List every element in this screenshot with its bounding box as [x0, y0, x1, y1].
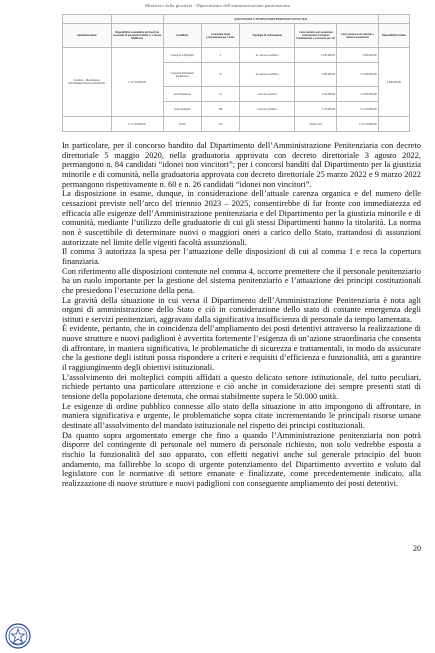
paragraph: Le esigenze di ordine pubblico connesse allo stato della situazione in atto impongono di affrontare, in maniera significativa e urgente, le problematiche sopra citate incrementando le principali risorse umane destinate all’assolvimento del mandato istituzionale nel rispetto dei principi costituzionali.: [62, 401, 421, 431]
budget-table: [62, 14, 410, 132]
totale-cell: 253: [201, 117, 239, 132]
totale-costo-cell: € 10.718.000,00: [337, 117, 379, 132]
column-header: Tipologia di reclutamento: [239, 24, 295, 48]
paragraph: È evidente, pertanto, che in coincidenza dell’ampliamento dei posti detentivi attraverso la realizzazione di nuove strutture e nuovi padiglioni è avvertita fortemente l’esigenza di un’azione straordinaria che consenta di affrontare, in maniera significativa, le problematiche di sicurezza e trattamentali, in modo da assicurare che la gestione degli istituti possa rispondere a criteri e requisiti d’efficienza e funzionalità, atti a garantire il raggiungimento degli obiettivi istituzionali.: [62, 324, 421, 373]
totale-costo-label-cell: Totale costo: [295, 117, 337, 132]
tipologia-cell: concorso pubblico: [239, 102, 295, 117]
page-number: 20: [413, 544, 421, 553]
table-row: [63, 48, 410, 63]
budget-total-cell: € 11.118.000,00: [111, 117, 163, 132]
body-text: [62, 141, 421, 489]
table-footer-row: [63, 117, 410, 132]
republic-emblem-icon: [5, 623, 31, 649]
qualifica-cell: Categoria B Dirigenti penitenziari: [163, 63, 201, 87]
paragraph: Con riferimento alle disposizioni contenute nel comma 4, occorre premettere che il personale penitenziario ha un ruolo importante per la gestione del sistema penitenziario e l’attuazione dei principi costituzionali che presiedono l’esecuzione della pena.: [62, 266, 421, 295]
column-header: Qualifiche: [163, 24, 201, 48]
costo-unitario-cell: € 160.000,00: [295, 48, 337, 63]
paragraph: L’assolvimento dei molteplici compiti affidati a questo delicato settore istituzionale, del tutto peculiari, richiede pertanto una particolare attenzione e ciò anche in considerazione dei sempre presenti stati di tensione della popolazione detenuta, che ormai stabilmente supera le 50.000 unità.: [62, 372, 421, 402]
tipologia-cell: da concorso pubblico: [239, 63, 295, 87]
qualifica-cell: Area Funzionari: [163, 87, 201, 102]
costo-totale-cell: € 2.040.000,00: [337, 87, 379, 102]
column-header: Assunzioni totali programmate per l'anno: [201, 24, 239, 48]
assunzioni-cell: 166: [201, 102, 239, 117]
residuo-cell: € 400.000,00: [378, 48, 409, 117]
paragraph: La gravità della situazione in cui versa il Dipartimento dell’Amministrazione Penitenziaria è nota agli organi di amministrazione dello Stato e ciò in considerazione dello stato di costante emergenza degli istituti e servizi penitenziari, aggravato dalla significativa insufficienza di personale da tempo lamentata.: [62, 295, 421, 324]
costo-totale-cell: € 5.478.000,00: [337, 102, 379, 117]
budget-cell: € 10.718.000,00: [111, 48, 163, 117]
paragraph: In particolare, per il concorso bandito dal Dipartimento dell’Amministrazione Penitenziaria con decreto direttoriale 5 maggio 2020, nella graduatoria approvata con decreto direttoriale 3 agosto 2022, permangono n. 84 candidati “idonei non vincitori”; per i concorsi banditi dal Dipartimento per la giustizia minorile e di comunità, nella graduatoria approvata con decreto direttoriale 25 marzo 2022 e 9 marzo 2022 permangono rispettivamente n. 60 e n. 26 candidati “idonei non vincitori”.: [62, 141, 421, 189]
costo-unitario-cell: € 40.000,00: [295, 87, 337, 102]
page-header: Ministero della giustizia - Dipartimento dell'amministrazione penitenziaria: [145, 3, 290, 8]
budget-table-container: [62, 14, 410, 132]
assunzioni-cell: 4: [201, 48, 239, 63]
column-header: Disponibilità residua: [378, 24, 409, 48]
totale-label-cell: Totale: [163, 117, 201, 132]
column-header: Costo totale (costo unitario x numero assunzioni): [337, 24, 379, 48]
qualifica-cell: Area Assistenti: [163, 102, 201, 117]
paragraph: La disposizione in esame, dunque, in considerazione dell’attuale carenza organica e del numero delle cessazioni previste nell’arco del triennio 2023 – 2025, consentirebbe di far fronte con immediatezza ed efficacia alle esigenze dell’Amministrazione penitenziaria e del Dipartimento per la giustizia minorile e di comunità, mediante l’utilizzo delle graduatorie di cui gli stessi Dipartimenti hanno la titolarità. La norma non è suscettibile di determinare nuovi o maggiori oneri a carico dello Stato, trattandosi di assunzioni autorizzate nel limite delle vigenti facoltà assunzionali.: [62, 189, 421, 247]
column-header: Disponibilità economiche derivanti da cessazioni di personale (tabella 1) e risorse finalizzate: [111, 24, 163, 48]
paragraph: Da quanto sopra argomentato emerge che fino a quando l’Amministrazione penitenziaria non potrà disporre del contingente di personale nel numero di personale richiesto, non solo vedrebbe esposta a rischio la funzionalità del suo apparato, con effetti negativi anche sul generale principio del buon andamento, ma fallirebbe lo scopo di urgente potenziamento del Dipartimento avvertito e voluto dal legislatore con le normative di settore emanate e finalizzate, come precedentemente indicato, alla realizzazione di nuove strutture e nuovi padiglioni con conseguente ampliamento dei posti detentivi.: [62, 430, 421, 488]
column-header: Costo unitario per assunzioni (trattamento economico fondamentale e accessorio per 13): [295, 24, 337, 48]
qualifica-cell: Categoria A Dirigenti: [163, 48, 201, 63]
tipologia-cell: da concorso pubblico: [239, 48, 295, 63]
costo-unitario-cell: € 33.000,00: [295, 102, 337, 117]
tipologia-cell: concorso pubblico: [239, 87, 295, 102]
costo-unitario-cell: € 80.000,00: [295, 63, 337, 87]
costo-totale-cell: € 2.560.000,00: [337, 63, 379, 87]
assunzioni-cell: 32: [201, 63, 239, 87]
costo-totale-cell: € 640.000,00: [337, 48, 379, 63]
column-header: Amministrazione: [63, 24, 112, 48]
admin-cell: Giustizia - Dipartimento dell'amministrazione penitenziaria: [63, 48, 112, 117]
paragraph: Il comma 3 autorizza la spesa per l’attuazione delle disposizioni di cui al comma 1 e reca la copertura finanziaria.: [62, 247, 421, 266]
assunzioni-cell: 51: [201, 87, 239, 102]
table-title: ASSUNZIONI A TEMPO INDETERMINATO ANNO 2024: [163, 15, 378, 24]
